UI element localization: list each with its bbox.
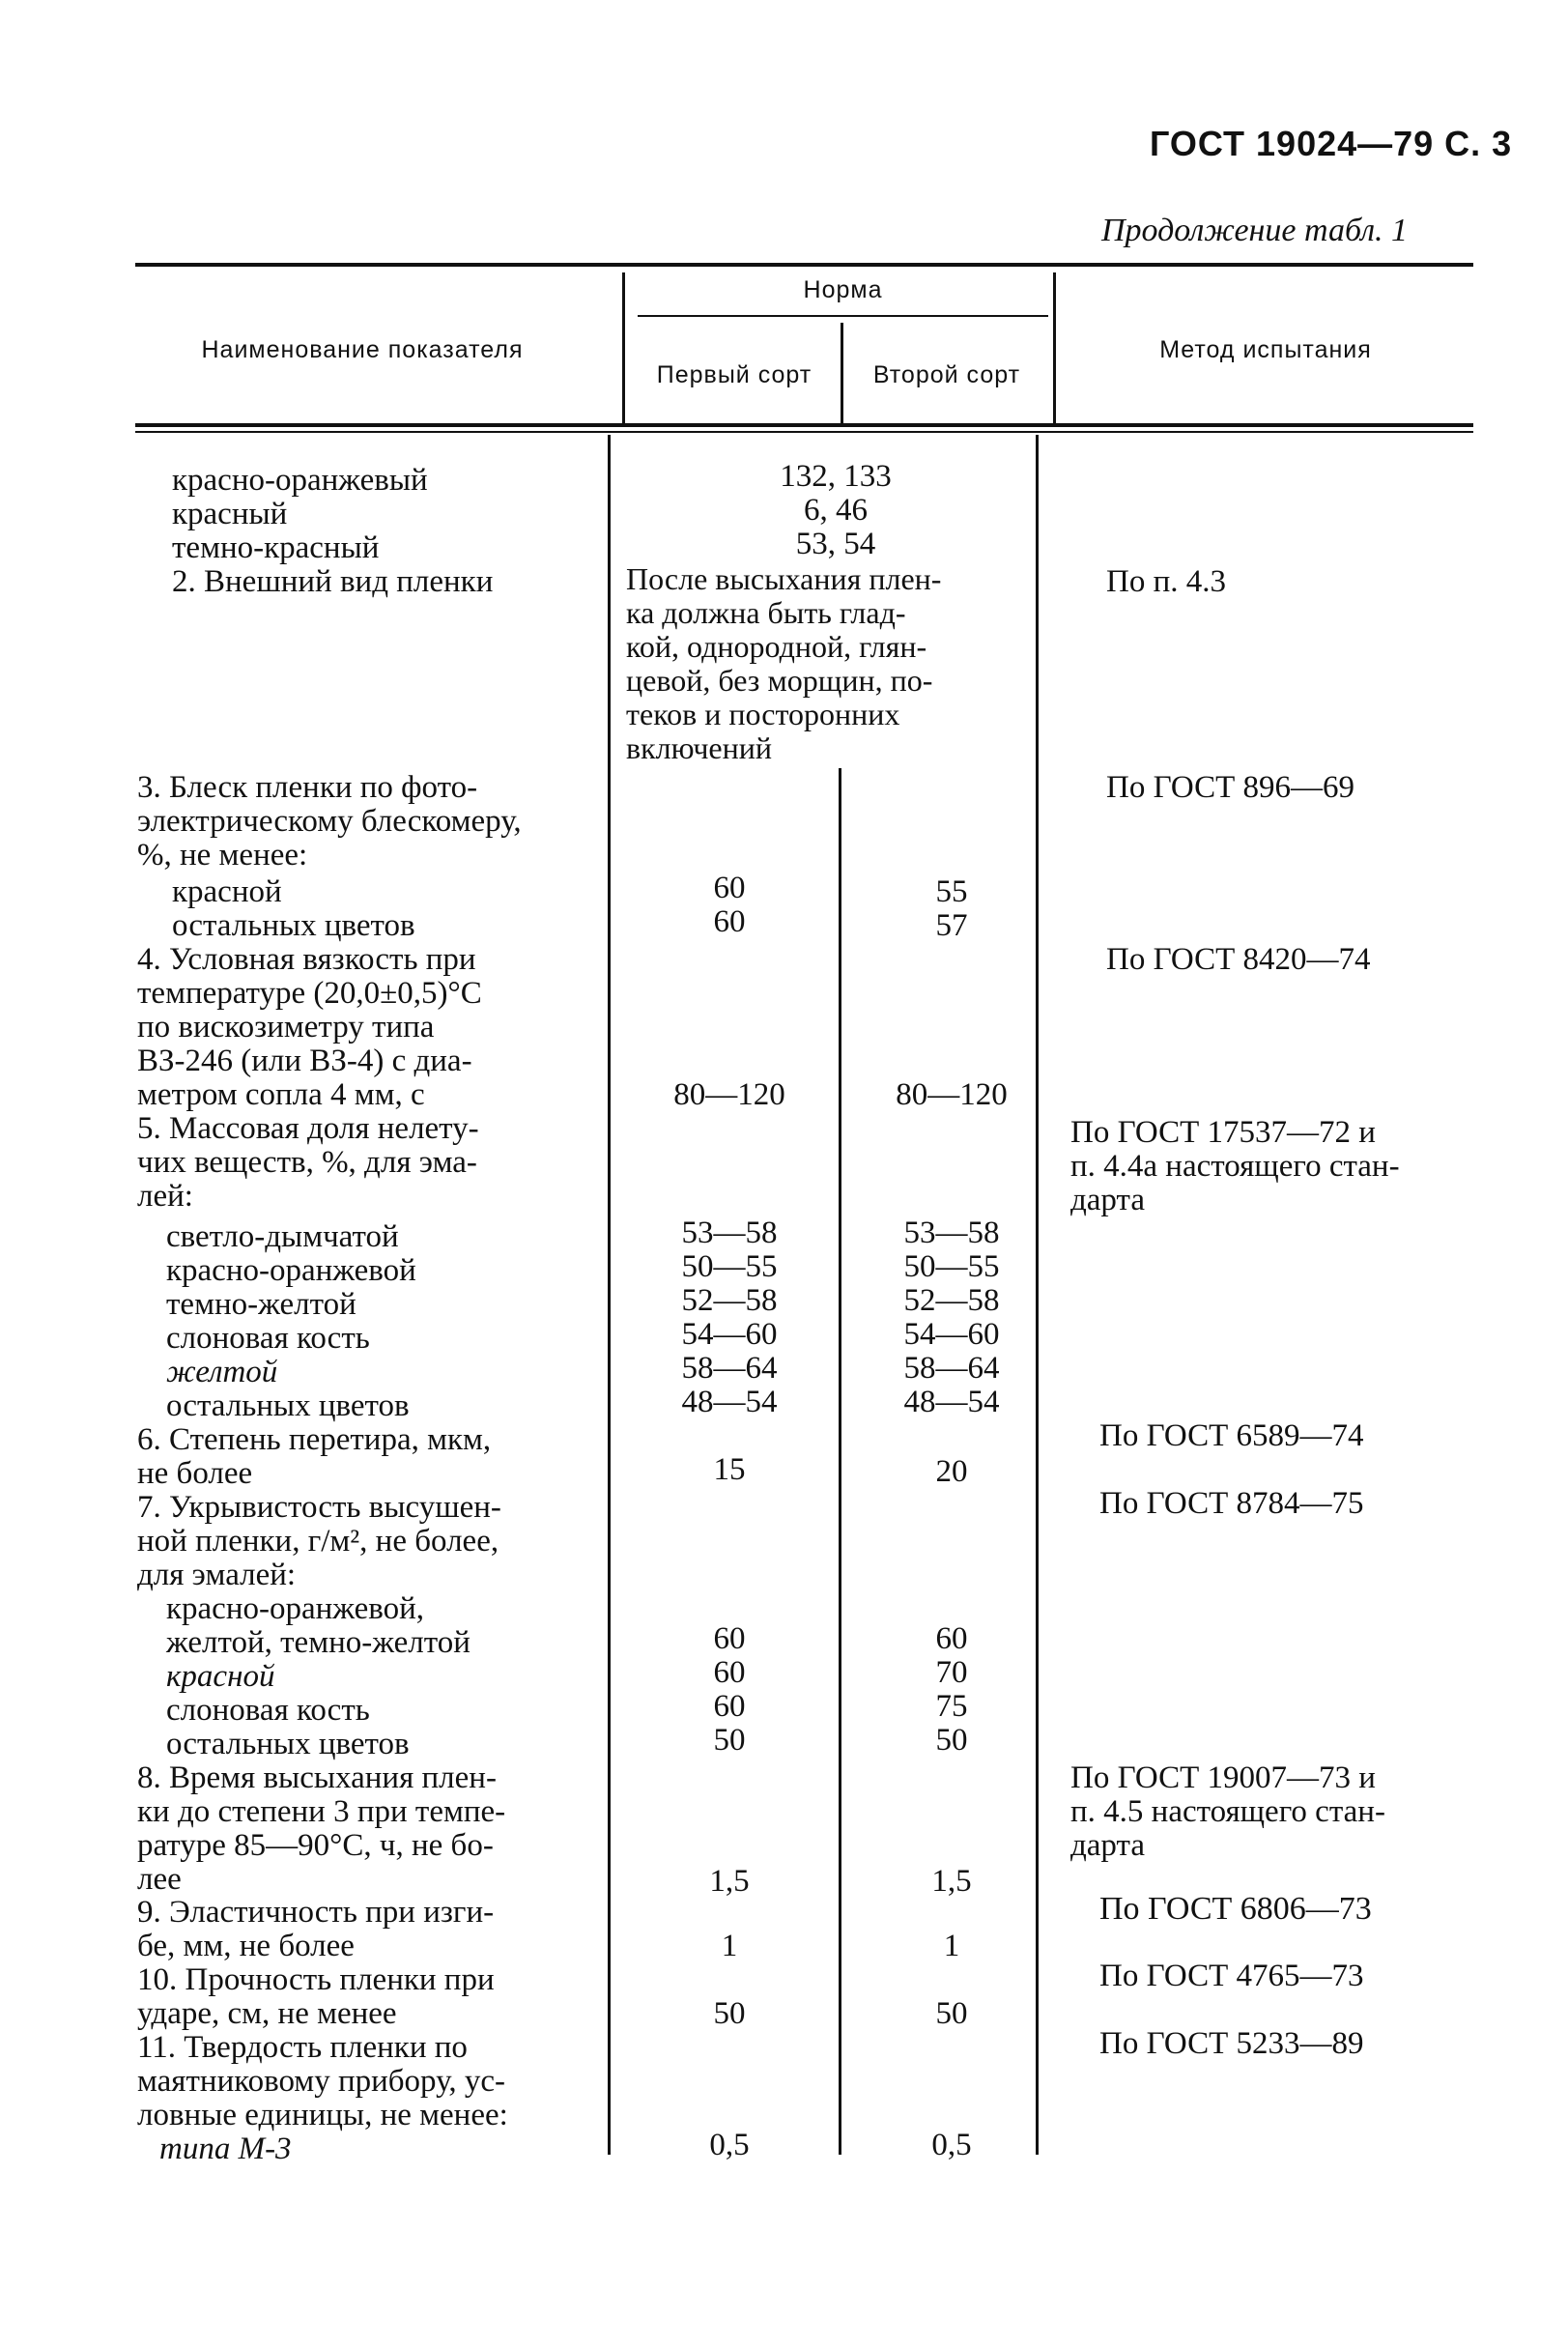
col-header-method: Метод испытания xyxy=(1159,336,1372,363)
row-value-second: 48—54 xyxy=(903,1385,1000,1419)
row-value-second: 0,5 xyxy=(931,2128,972,2162)
row-name: желтой xyxy=(166,1355,278,1389)
row-value-second: 1 xyxy=(943,1929,960,1963)
header-divider-2 xyxy=(841,323,843,423)
row-method: По ГОСТ 17537—72 и п. 4.4а настоящего стан- дарта xyxy=(1070,1115,1400,1217)
row-name: 6. Степень перетира, мкм, не более xyxy=(137,1422,492,1491)
row-name: красно-оранжевый xyxy=(172,463,428,498)
row-name: слоновая кость xyxy=(166,1693,370,1728)
row-value-first: 52—58 xyxy=(681,1283,778,1318)
row-value-first: 50 xyxy=(713,1723,746,1758)
row-span-value: 132, 133 xyxy=(780,459,892,494)
row-value-second: 53—58 xyxy=(903,1216,1000,1250)
row-value-second: 50 xyxy=(935,1723,968,1758)
row-name: красный xyxy=(172,497,288,531)
row-name: 10. Прочность пленки при ударе, см, не менее xyxy=(137,1962,495,2031)
row-name: темно-желтой xyxy=(166,1287,356,1322)
row-name: остальных цветов xyxy=(172,908,415,943)
row-value-first: 60 xyxy=(713,1655,746,1690)
body-divider-1 xyxy=(608,435,611,2155)
row-value-first: 60 xyxy=(713,904,746,939)
row-method: По ГОСТ 896—69 xyxy=(1106,770,1354,805)
row-name: красно-оранжевой xyxy=(166,1253,416,1288)
row-value-first: 48—54 xyxy=(681,1385,778,1419)
row-value-second: 60 xyxy=(935,1621,968,1656)
row-value-first: 60 xyxy=(713,1621,746,1656)
norm-subheader-rule xyxy=(638,315,1048,317)
row-value-first: 1,5 xyxy=(709,1864,750,1899)
row-method: По ГОСТ 19007—73 и п. 4.5 настоящего стан- дарта xyxy=(1070,1760,1385,1863)
row-name: 11. Твердость пленки по маятниковому прибору, ус- ловные единицы, не менее: xyxy=(137,2030,508,2132)
row-name: 3. Блеск пленки по фото- электрическому блескомеру, %, не менее: xyxy=(137,770,522,873)
row-method: По ГОСТ 4765—73 xyxy=(1099,1959,1364,1993)
row-name: остальных цветов xyxy=(166,1727,410,1761)
row-value-first: 54—60 xyxy=(681,1317,778,1352)
row-method: По ГОСТ 5233—89 xyxy=(1099,2026,1364,2061)
row-value-first: 58—64 xyxy=(681,1351,778,1386)
row-value-first: 80—120 xyxy=(673,1077,785,1112)
row-value-second: 20 xyxy=(935,1454,968,1489)
header-divider-3 xyxy=(1053,272,1056,423)
row-name: красной xyxy=(166,1659,275,1694)
row-value-second: 75 xyxy=(935,1689,968,1724)
row-name: темно-красный xyxy=(172,530,380,565)
row-name: слоновая кость xyxy=(166,1321,370,1356)
row-name: остальных цветов xyxy=(166,1388,410,1423)
row-span-value: 53, 54 xyxy=(795,527,876,561)
table-header-bottom-rule-2 xyxy=(135,431,1473,433)
row-value-first: 60 xyxy=(713,871,746,905)
col-header-second-grade: Второй сорт xyxy=(872,361,1021,388)
header-divider-1 xyxy=(622,272,625,423)
row-value-first: 50 xyxy=(713,1996,746,2031)
row-name: 4. Условная вязкость при температуре (20,0±0,5)°С по вискозиметру типа ВЗ-246 (или ВЗ-4) с диа- метром сопла 4 мм, с xyxy=(137,942,482,1112)
gost-page-number: ГОСТ 19024—79 С. 3 xyxy=(1150,124,1513,163)
row-name: 5. Массовая доля нелету- чих веществ, %, для эма- лей: xyxy=(137,1111,479,1214)
row-name: 7. Укрывистость высушен- ной пленки, г/м², не более, для эмалей: xyxy=(137,1490,501,1592)
table-continuation-caption: Продолжение табл. 1 xyxy=(1101,213,1409,248)
row-method: По ГОСТ 8420—74 xyxy=(1106,942,1371,977)
col-header-first-grade: Первый сорт xyxy=(656,361,813,388)
row-name: светло-дымчатой xyxy=(166,1219,399,1254)
row-value-second: 57 xyxy=(935,908,968,943)
row-value-first: 50—55 xyxy=(681,1249,778,1284)
appearance-norm-text: После высыхания плен- ка должна быть глад- кой, однородной, глян- цевой, без морщин, по- теков и посторонних включений xyxy=(626,561,942,765)
row-method: По ГОСТ 8784—75 xyxy=(1099,1486,1364,1521)
row-value-first: 0,5 xyxy=(709,2128,750,2162)
row-value-second: 50 xyxy=(935,1996,968,2031)
row-value-first: 60 xyxy=(713,1689,746,1724)
row-value-second: 1,5 xyxy=(931,1864,972,1899)
row-method: По ГОСТ 6589—74 xyxy=(1099,1418,1364,1453)
row-name: типа М-3 xyxy=(159,2131,292,2166)
row-method: По п. 4.3 xyxy=(1106,564,1226,599)
row-name: 8. Время высыхания плен- ки до степени 3 при темпе- ратуре 85—90°С, ч, не бо- лее xyxy=(137,1760,506,1897)
row-value-second: 80—120 xyxy=(896,1077,1008,1112)
row-value-second: 70 xyxy=(935,1655,968,1690)
row-span-value: 6, 46 xyxy=(804,493,868,528)
row-value-second: 58—64 xyxy=(903,1351,1000,1386)
row-value-second: 54—60 xyxy=(903,1317,1000,1352)
row-method: По ГОСТ 6806—73 xyxy=(1099,1891,1372,1927)
row-name: 2. Внешний вид пленки xyxy=(172,564,494,599)
row-value-second: 50—55 xyxy=(903,1249,1000,1284)
row-name: красно-оранжевой, желтой, темно-желтой xyxy=(166,1591,470,1660)
row-value-first: 1 xyxy=(721,1929,738,1963)
row-value-first: 15 xyxy=(713,1452,746,1487)
row-value-second: 55 xyxy=(935,874,968,909)
row-value-first: 53—58 xyxy=(681,1216,778,1250)
table-top-rule xyxy=(135,263,1473,267)
col-header-name: Наименование показателя xyxy=(201,336,524,363)
row-value-second: 52—58 xyxy=(903,1283,1000,1318)
col-header-norm: Норма xyxy=(803,276,883,303)
table-header-bottom-rule xyxy=(135,423,1473,427)
row-name: красной xyxy=(172,874,282,909)
row-name: 9. Эластичность при изги- бе, мм, не более xyxy=(137,1895,495,1963)
